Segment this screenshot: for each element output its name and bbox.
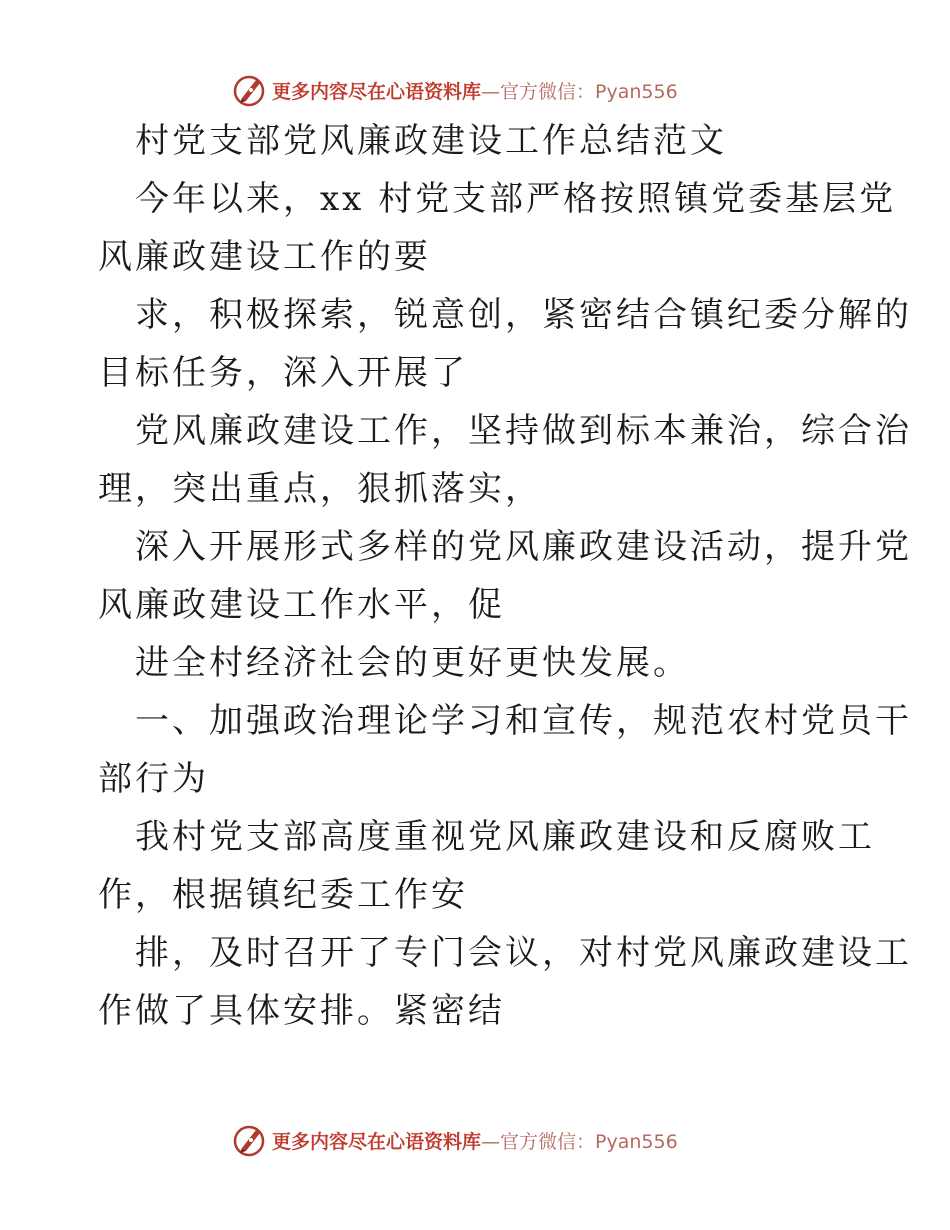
document-title: 村党支部党风廉政建设工作总结范文	[135, 121, 727, 161]
paragraph-line: 排，及时召开了专门会议，对村党风廉政建设工	[135, 933, 912, 973]
footer-banner	[232, 1120, 732, 1160]
banner-wechat: —官方微信：Pyan556	[481, 1130, 678, 1153]
paragraph-line: 求，积极探索，锐意创，紧密结合镇纪委分解的	[135, 295, 912, 335]
pen-logo-icon	[232, 1122, 268, 1158]
paragraph-line: 理，突出重点，狠抓落实，	[98, 469, 542, 509]
section-heading: 一、加强政治理论学习和宣传，规范农村党员干	[135, 701, 912, 741]
banner-wechat: —官方微信：Pyan556	[481, 80, 678, 103]
paragraph-line: 深入开展形式多样的党风廉政建设活动，提升党	[135, 527, 912, 567]
paragraph-line: 今年以来，xx 村党支部严格按照镇党委基层党	[135, 179, 897, 219]
paragraph-line: 党风廉政建设工作，坚持做到标本兼治，综合治	[135, 411, 912, 451]
pen-logo-icon	[232, 72, 268, 108]
banner-text: 更多内容尽在心语资料库	[272, 80, 482, 103]
paragraph-line: 风廉政建设工作水平，促	[98, 585, 505, 625]
paragraph-line: 风廉政建设工作的要	[98, 237, 431, 277]
header-banner	[232, 70, 732, 110]
paragraph-line: 作做了具体安排。紧密结	[98, 991, 505, 1031]
section-heading-continued: 部行为	[98, 759, 209, 799]
banner-text: 更多内容尽在心语资料库	[272, 1130, 482, 1153]
paragraph-line: 进全村经济社会的更好更快发展。	[135, 643, 690, 683]
paragraph-line: 作，根据镇纪委工作安	[98, 875, 468, 915]
paragraph-line: 我村党支部高度重视党风廉政建设和反腐败工	[135, 817, 875, 857]
paragraph-line: 目标任务，深入开展了	[98, 353, 468, 393]
